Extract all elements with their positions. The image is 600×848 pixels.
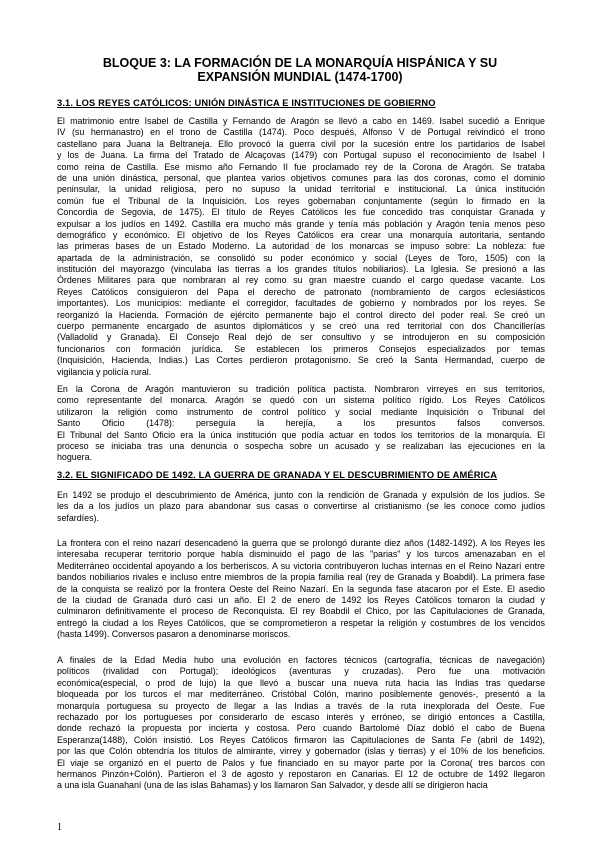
section-3-1-paragraph-2 (57, 384, 545, 464)
text-line: (Valladolid y Granada). El Consejo Real dejó de ser consultivo y se introdujeron en su composición (57, 332, 545, 343)
text-line: como representante del monarca. Aragón se quedó con un sistema político rígido. Los Reyes Católicos (57, 395, 545, 406)
text-line: las primeras bases de un Estado Moderno. La autoridad de los monarcas se impuso sobre: La nobleza: fue (57, 241, 545, 252)
text-line: El matrimonio entre Isabel de Castilla y Fernando de Aragón se llevó a cabo en 1469. Isabel sucedió a Enrique (57, 116, 545, 126)
text-line: Mediterráneo occidental apoyando a los berberiscos. A su victoria contribuyeron luchas internas en el Reino Nazarí entre (57, 560, 545, 571)
text-line: monarquía portuguesa su proyecto de llegar a las Indias a través de la ruta inexplorada del Oeste. Fue (57, 700, 545, 711)
text-line: institución del mayorazgo (vinculaba las tierras a los grandes títulos nobiliarios). La Iglesia. Se presionó a las (57, 264, 545, 275)
text-line: IV (su hermanastro) en el trono de Castilla (1474). Poco despuéś, Alfonso V de Portugal reivindicó el trono (57, 127, 545, 138)
text-line: reorganizó la Hacienda. Formación de ejército permanente bajo el control directo del poder real. Se creó un (57, 309, 545, 320)
text-line: políticos (rivalidad con Portugal); ideológicos (aventuras y cruzadas). Pero fue una motivación (57, 666, 545, 677)
text-line: Santo Oficio (1478): perseguía la herejía, a los presuntos falsos conversos. (57, 418, 545, 429)
text-line: por las que Colón obtendría los títulos de almirante, virrey y gobernador (islas y tierras) y el 10% de los beneficios. (57, 746, 545, 757)
section-heading-3-2: 3.2. EL SIGNIFICADO DE 1492. LA GUERRA DE GRANADA Y EL DESCUBRIMIENTO DE AMÉRICA (57, 470, 498, 480)
text-line: hermanos Pinzón+Colón). Partieron el 3 de agosto y repostaron en Canarias. El 12 de octubre de 1492 llegaron (57, 768, 545, 779)
text-line: común fue el Tribunal de la Inquisición. Los reyes gobernaban conjuntamente (según lo firmado en la (57, 195, 545, 206)
text-line: vigilancia y policía rural. (57, 366, 152, 377)
text-line: donde rechazó la propuesta por incierta y costosa. Pero cuando Bartolomé Díaz dobló el cabo de Buena (57, 723, 545, 734)
text-line: La frontera con el reino nazarí desencadenó la guerra que se prolongó durante diez años (1482-1492). A los Reyes les (57, 538, 545, 548)
text-line: de la ciudad de Granada duró casi un año. El 2 de enero de 1492 los Reyes Católicos tomaron la ciudad y (57, 594, 545, 605)
text-line: En 1492 se produjo el descubrimiento de América, junto con la rendición de Granada y expulsión de los judíos. Se (57, 490, 545, 500)
text-line: A finales de la Edad Media hubo una evolución en factores técnicos (cartografía, técnicas de navegación) (57, 655, 545, 665)
text-line: de la conquista se realizó por la frontera Oeste del Reino Nazarí. En la segunda fase atacaron por el Este. El asedio (57, 583, 545, 594)
text-line: económica(especial, o prod de lujo) la que llevó a buscar una nueva ruta hacia las Indias tras quedarse (57, 677, 545, 688)
text-line: culminaron definitivamente el proceso de Reconquista. El rey Boabdil el Chico, por las Capitulaciones de Granada, (57, 606, 545, 617)
text-line: y los de Juana. La firma del Tratado de Alcaçovas (1479) con Portugal supuso el reconocimiento de Isabel I (57, 150, 545, 161)
text-line: Esperanza(1488), Colón insistió. Los Reyes Católicos firmaron las Capitulaciones de Santa Fe (abril de 1492), (57, 734, 545, 745)
text-line: (Inquisición, Hacienda, Indias.) Las Cortes perdieron protagonismo. Se creó la Santa Hermandad, cuerpo de (57, 355, 545, 366)
text-line: cuerpo permanente encargado de asuntos diplomáticos y se creó una red territorial con dos Chancillerías (57, 321, 545, 332)
text-line: rechazado por los portugueses por considerarlo de escaso interés y erróneo, se dirigió entonces a Castilla, (57, 711, 545, 722)
document-title (70, 56, 530, 84)
text-line: Reyes Católicos consiguieron del Papa el derecho de patronato (nombramiento de cargos eclesiásticos (57, 286, 545, 297)
text-line: Órdenes Militares para que nombraran al rey como su gran maestre cuando el cargo quedase vacante. Los (57, 275, 545, 286)
text-line: expulsar a los judíos en 1492. Castilla era mucho más grande y tenía más población y Aragón tenía menos peso (57, 218, 545, 229)
text-line: hoguera. (57, 452, 93, 463)
text-line: demográfico y económico. El objetivo de los Reyes Católicos era crear una monarquía autoritaria, sentando (57, 229, 545, 240)
text-line: peninsular, la unidad religiosa, pero no supuso la unidad territorial e institucional. La única institución (57, 184, 545, 195)
text-line: entregó la ciudad a los Reyes Católicos, que se comprometieron a respetar la religión y costumbres de los vencidos (57, 617, 545, 628)
text-line: castellano para Juana la Beltraneja. Ello provocó la guerra civil por la sucesión entre los partidarios de Isabel (57, 138, 545, 149)
text-line: como reina de Castilla. Ese mismo año Fernando II fue proclamado rey de la Corona de Aragón. Se trataba (57, 161, 545, 172)
text-line: importantes). Los municipios: mediante el corregidor, facultades de gobierno y nombrados por los reyes. Se (57, 298, 545, 309)
title-line: BLOQUE 3: LA FORMACIÓN DE LA MONARQUÍA HISPÁNICA Y SU (102, 56, 498, 70)
title-line: EXPANSIÓN MUNDIAL (1474-1700) (197, 70, 403, 84)
section-3-1-paragraph-1 (57, 116, 545, 378)
text-line: Concordia de Segovia, de 1475). El título de Reyes Católicos les fue concedido tras conquistar Granada y (57, 207, 545, 218)
text-line: funcionarios con formación jurídica. Se establecen los primeros Consejos especializados por temas (57, 343, 545, 354)
section-3-2-paragraph-3 (57, 655, 545, 792)
text-line: utilizaron la religión como instrumento de control político y social mediante Inquisición o Tribunal del (57, 406, 545, 417)
text-line: interesaba recuperar territorio porque había disminuido el pago de las "parias" y los turcos amenazaban en el (57, 549, 545, 560)
text-line: El viaje se organizó en el puerto de Palos y fue financiado en su mayor parte por la Corona( tres barcos con (57, 757, 545, 768)
page-number: 1 (57, 822, 62, 833)
text-line: les da a los judíos un plazo para abandonar sus casas o convertirse al cristianismo (se les conoce como judíos (57, 501, 545, 512)
text-line: a una isla Guanahaní (una de las islas Bahamas) y los llamaron San Salvador, y desde allí se dirigieron hacia (57, 780, 488, 791)
text-line: bloqueada por los turcos el mar mediterráneo. Cristóbal Colón, marino posiblemente genovés-, presentó a la (57, 689, 545, 700)
text-line: apartada de la administración, se consolidó su poder económico y social (Leyes de Toro, 1505) con la (57, 252, 545, 263)
section-3-2-paragraph-1 (57, 490, 545, 524)
text-line: (hasta 1499). Conversos pasaron a denominarse moriscos. (57, 629, 291, 640)
text-line: de una unión dinástica, personal, que plantea varios objetivos comunes para las dos coronas, como el dominio (57, 172, 545, 183)
text-line: bandos nobiliarios rivales e incluso entre miembros de la propia familia real (rey de Granada y Boabdil). La primera fase (57, 572, 545, 583)
text-line: proceso se iniciaba tras una denuncia o sospecha sobre un acusado y se realizaban las ejecuciones en la (57, 440, 545, 451)
text-line: sefardíes). (57, 512, 99, 523)
text-line: En la Corona de Aragón mantuvieron su tradición política pactista. Nombraron virreyes en sus territorios, (57, 384, 545, 394)
text-line: El Tribunal del Santo Oficio era la única institución que podía actuar en todos los territorios de la monarquía. El (57, 429, 545, 440)
section-3-2-paragraph-2 (57, 538, 545, 641)
section-heading-3-1: 3.1. LOS REYES CATÓLICOS: UNIÓN DINÁSTICA E INSTITUCIONES DE GOBIERNO (57, 98, 436, 108)
